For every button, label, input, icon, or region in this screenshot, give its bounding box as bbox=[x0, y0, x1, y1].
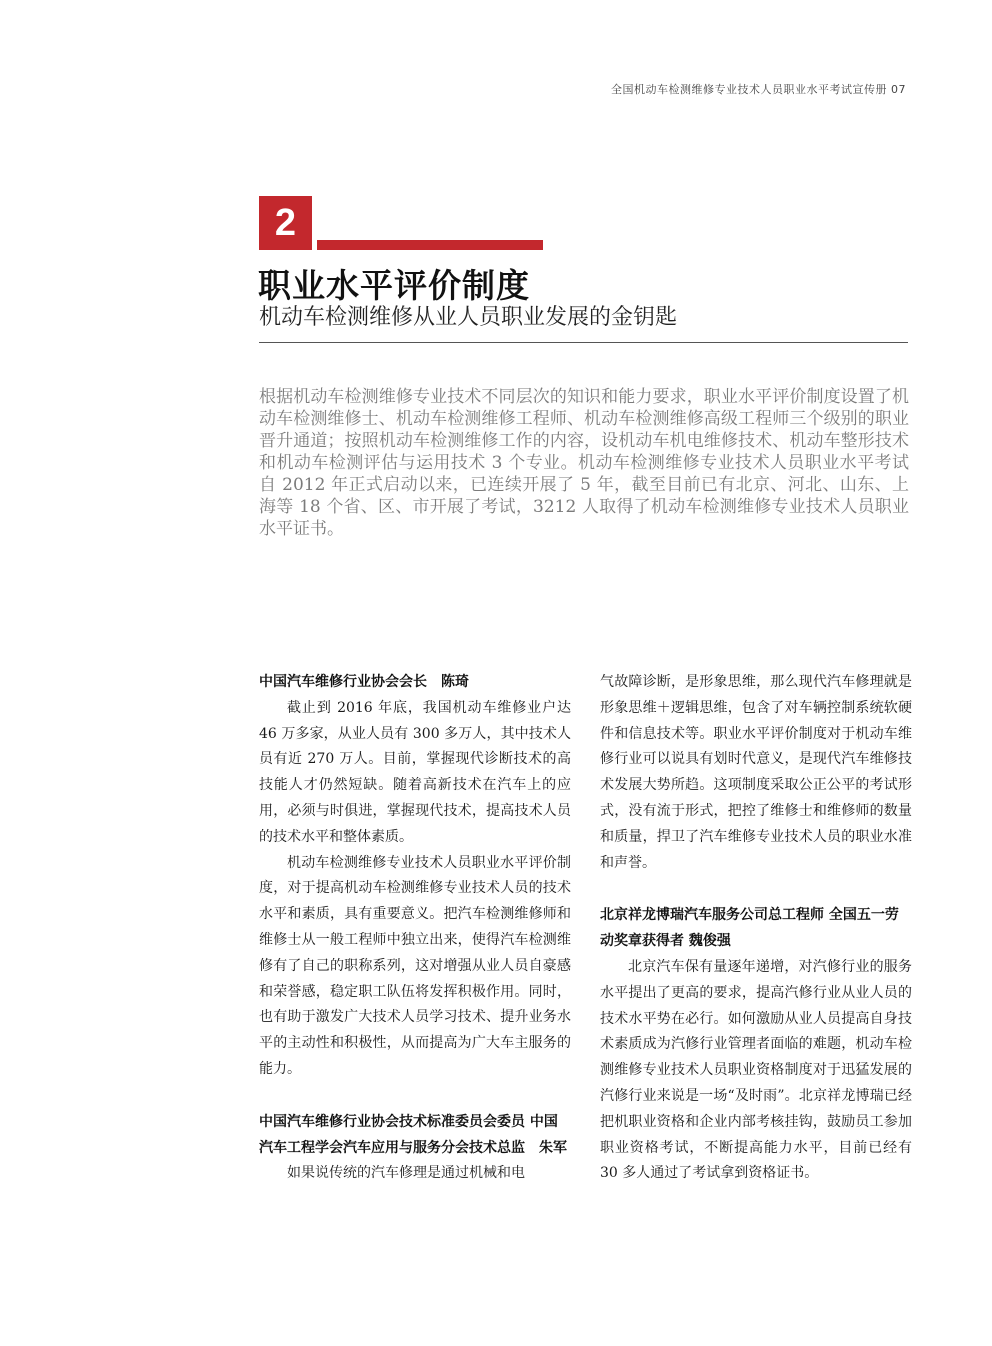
section-accent-bar bbox=[317, 240, 543, 250]
quote3-paragraph: 北京汽车保有量逐年递增，对汽修行业的服务水平提出了更高的要求，提高汽修行业从业人员的技术水平势在必行。如何激励从业人员提高自身技术素质成为汽修行业管理者面临的难题，机动车检测维修专业技术人员职业资格制度对于迅猛发展的汽修行业来说是一场“及时雨”。北京祥龙博瑞已经把机职业资格和企业内部考核挂钩，鼓励员工参加职业资格考试，不断提高能力水平，目前已经有 30 多人通过了考试拿到资格证书。 bbox=[600, 958, 912, 1182]
quote1-paragraph-2: 机动车检测维修专业技术人员职业水平评价制度，对于提高机动车检测维修专业技术人员的技术水平和素质，具有重要意义。把汽车检测维修师和维修士从一般工程师中独立出来，使得汽车检测维修有了自己的职称系列，这对增强从业人员自豪感和荣誉感，稳定职工队伍将发挥积极作用。同时，也有助于激发广大技术人员学习技术、提升业务水平的主动性和积极性，从而提高为广大车主服务的能力。 bbox=[259, 854, 571, 1077]
page-number: 07 bbox=[891, 83, 906, 96]
intro-paragraph: 根据机动车检测维修专业技术不同层次的知识和能力要求，职业水平评价制度设置了机动车检测维修士、机动车检测维修工程师、机动车检测维修高级工程师三个级别的职业晋升通道；按照机动车检测维修工作的内容，设机动车机电维修技术、机动车整形技术和机动车检测评估与运用技术 3 个专业。机动车检测维修专业技术人员职业水平考试自 2012 年正式启动以来，已连续开展了 5 年，截至目前已有北京、河北、山东、上海等 18 个省、区、市开展了考试，3212 人取得了机动车检测维修专业技术人员职业水平证书。 bbox=[259, 387, 909, 539]
left-column bbox=[259, 670, 571, 1187]
quote2-opening: 如果说传统的汽车修理是通过机械和电 bbox=[287, 1165, 525, 1182]
quote1-paragraph-1: 截止到 2016 年底，我国机动车维修业户达 46 万多家，从业人员有 300 多万人，其中技术人员有近 270 万人。目前，掌握现代诊断技术的高技能人才仍然短缺。随着高新技术在汽车上的应用，必须与时俱进，掌握现代技术，提高技术人员的技术水平和整体素质。 bbox=[259, 699, 571, 845]
quote2-speaker: 中国汽车维修行业协会技术标准委员会委员 中国汽车工程学会汽车应用与服务分会技术总监 朱军 bbox=[259, 1113, 567, 1156]
quote1-speaker: 中国汽车维修行业协会会长 陈琦 bbox=[259, 674, 469, 690]
title-divider bbox=[259, 342, 908, 343]
quote2-continued: 气故障诊断，是形象思维，那么现代汽车修理就是形象思维＋逻辑思维，包含了对车辆控制系统软硬件和信息技术等。职业水平评价制度对于机动车维修行业可以说具有划时代意义，是现代汽车维修技术发展大势所趋。这项制度采取公正公平的考试形式，没有流于形式，把控了维修士和维修师的数量和质量，捍卫了汽车维修专业技术人员的职业水准和声誉。 bbox=[600, 674, 912, 871]
running-header bbox=[611, 81, 906, 97]
spacer bbox=[259, 1083, 571, 1110]
right-column bbox=[600, 670, 912, 1187]
section-number-badge: 2 bbox=[259, 196, 312, 250]
spacer bbox=[600, 876, 912, 903]
running-title: 全国机动车检测维修专业技术人员职业水平考试宣传册 bbox=[611, 83, 887, 96]
quote3-speaker: 北京祥龙博瑞汽车服务公司总工程师 全国五一劳动奖章获得者 魏俊强 bbox=[600, 907, 899, 950]
page-title: 职业水平评价制度 bbox=[258, 266, 530, 305]
page-subtitle: 机动车检测维修从业人员职业发展的金钥匙 bbox=[259, 305, 678, 330]
